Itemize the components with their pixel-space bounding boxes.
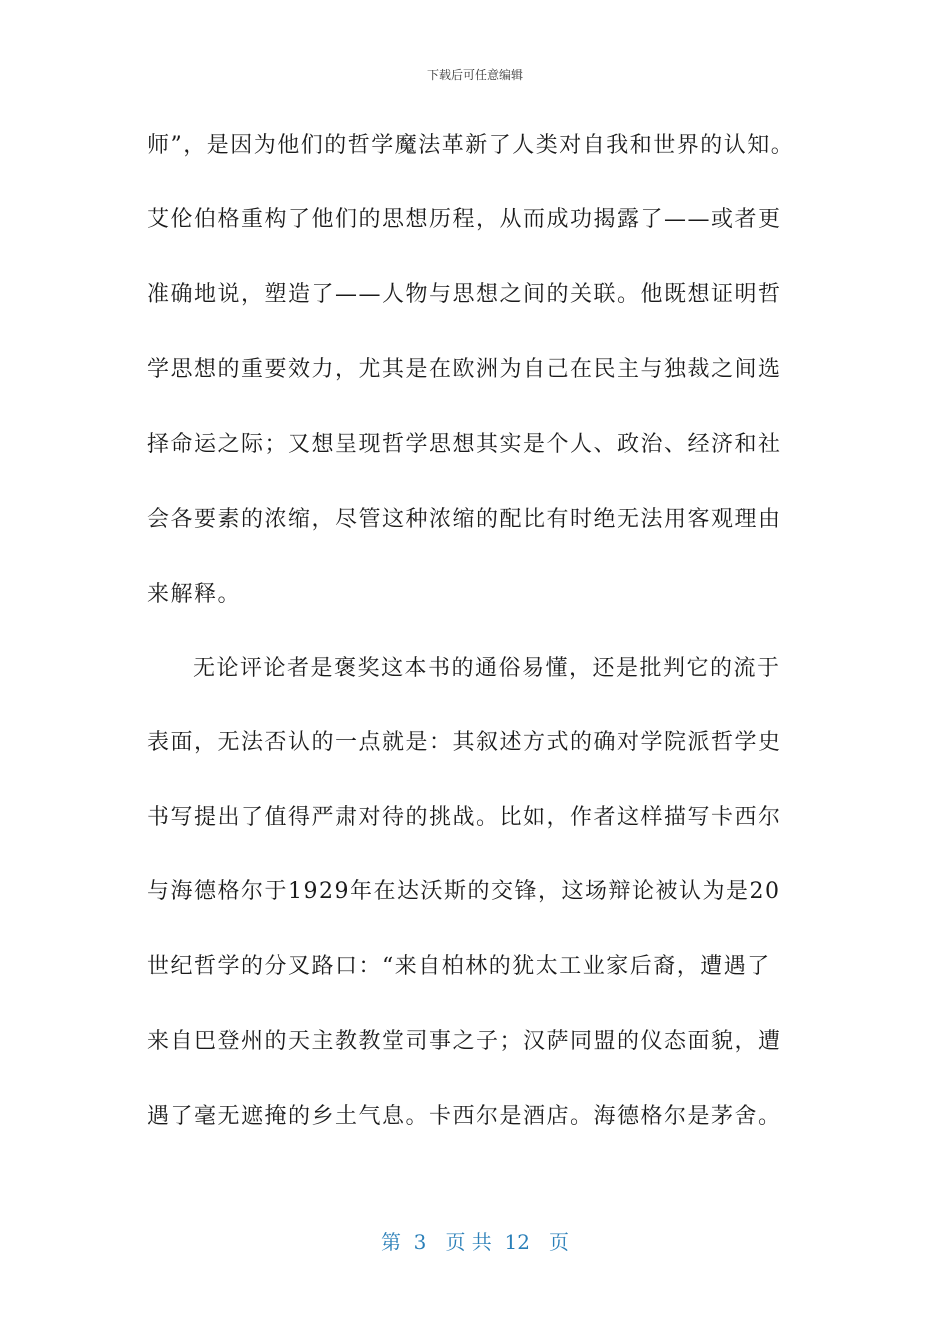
text-line: 会各要素的浓缩，尽管这种浓缩的配比有时绝无法用客观理由 bbox=[147, 507, 782, 532]
text-line: 准确地说，塑造了——人物与思想之间的关联。他既想证明哲 bbox=[147, 282, 782, 307]
text-line: 书写提出了值得严肃对待的挑战。比如，作者这样描写卡西尔 bbox=[147, 805, 782, 830]
text-line: 来解释。 bbox=[147, 582, 242, 607]
text-line: 学思想的重要效力，尤其是在欧洲为自己在民主与独裁之间选 bbox=[147, 357, 782, 382]
text-line: 世纪哲学的分叉路口：“来自柏林的犹太工业家后裔，遭遇了 bbox=[147, 954, 771, 979]
text-line: 遇了毫无遮掩的乡土气息。卡西尔是酒店。海德格尔是茅舍。 bbox=[147, 1104, 782, 1129]
text-line: 择命运之际；又想呈现哲学思想其实是个人、政治、经济和社 bbox=[147, 432, 782, 457]
text-line: 表面，无法否认的一点就是：其叙述方式的确对学院派哲学史 bbox=[147, 730, 782, 755]
text-line: 与海德格尔于1929年在达沃斯的交锋，这场辩论被认为是20 bbox=[147, 879, 781, 904]
text-line: 来自巴登州的天主教教堂司事之子；汉萨同盟的仪态面貌，遭 bbox=[147, 1029, 782, 1054]
text-line: 师”，是因为他们的哲学魔法革新了人类对自我和世界的认知。 bbox=[147, 133, 795, 158]
text-line: 艾伦伯格重构了他们的思想历程，从而成功揭露了——或者更 bbox=[147, 207, 782, 232]
page-number-footer: 第 3 页 共 12 页 bbox=[380, 1230, 570, 1254]
header-note: 下载后可任意编辑 bbox=[426, 68, 523, 82]
paragraph-first-line: 无论评论者是褒奖这本书的通俗易懂，还是批判它的流于 bbox=[193, 656, 781, 681]
